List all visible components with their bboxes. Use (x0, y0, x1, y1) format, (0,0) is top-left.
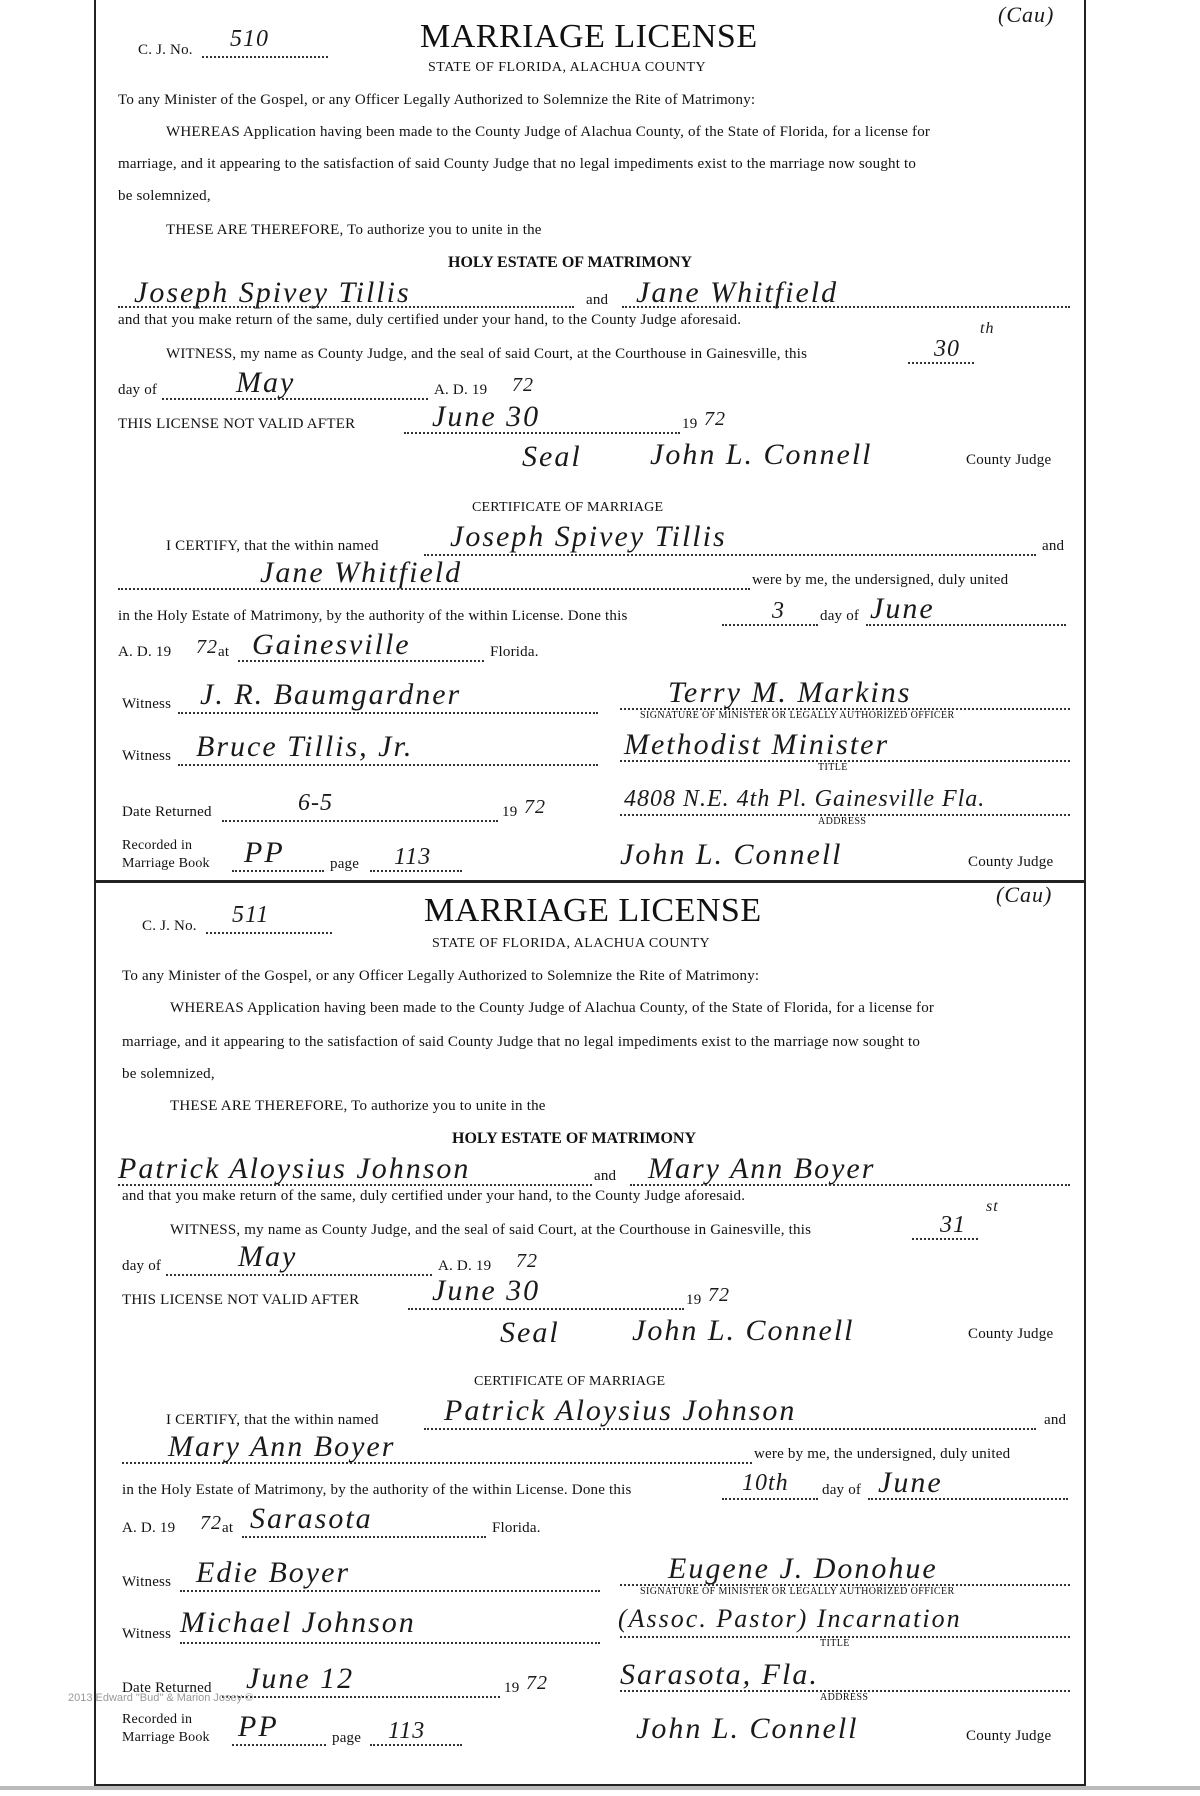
judge-signature: John L. Connell (650, 438, 873, 471)
recorded-label-2: Marriage Book (122, 1730, 210, 1745)
done-day: 10th (742, 1470, 789, 1496)
license-year: 72 (512, 374, 534, 396)
at-label: at (218, 644, 230, 660)
united-text: were by me, the undersigned, duly united (754, 1446, 1011, 1462)
cj-number: 511 (232, 902, 270, 928)
section-divider (94, 880, 1086, 883)
not-valid-year: 72 (704, 408, 726, 430)
date-returned: 6-5 (298, 790, 333, 816)
day-of-label: day of (122, 1258, 162, 1274)
whereas-line-1: WHEREAS Application having been made to the County Judge of Alachua County, of the State of Florida, for a license for (166, 124, 931, 140)
groom-name: Patrick Aloysius Johnson (118, 1152, 471, 1185)
done-year: 72 (196, 636, 218, 658)
witness-2-name: Michael Johnson (180, 1606, 416, 1639)
cert-and: and (1042, 538, 1065, 554)
page-label: page (330, 856, 360, 872)
certificate-title: CERTIFICATE OF MARRIAGE (472, 500, 664, 515)
officer-address: Sarasota, Fla. (620, 1658, 819, 1691)
license-month: May (236, 366, 296, 399)
page-label: page (332, 1730, 362, 1746)
therefore-line: THESE ARE THEREFORE, To authorize you to unite in the (166, 222, 542, 238)
recorder-signature: John L. Connell (620, 838, 843, 871)
not-valid-date: June 30 (432, 400, 541, 433)
officer-signature: Eugene J. Donohue (668, 1552, 938, 1585)
witness-label-1: Witness (122, 1574, 172, 1590)
recorder-label: County Judge (968, 854, 1054, 870)
officer-caption: SIGNATURE OF MINISTER OR LEGALLY AUTHORIZED OFFICER (640, 710, 955, 721)
done-year-label: A. D. 19 (118, 644, 172, 660)
done-month: June (870, 592, 935, 625)
corner-note: (Cau) (998, 2, 1055, 27)
book-page: 113 (394, 844, 432, 870)
book-page: 113 (388, 1718, 426, 1744)
not-valid-label: THIS LICENSE NOT VALID AFTER (122, 1292, 360, 1308)
and-label: and (586, 292, 609, 308)
marriage-book: PP (244, 836, 285, 869)
not-valid-year-label: 19 (686, 1292, 702, 1308)
seal-mark: Seal (500, 1316, 560, 1349)
witness-label-2: Witness (122, 748, 172, 764)
holy-estate-heading: HOLY ESTATE OF MATRIMONY (448, 254, 693, 271)
holy-estate-text: in the Holy Estate of Matrimony, by the authority of the within License. Done this (122, 1482, 632, 1498)
witness-label-2: Witness (122, 1626, 172, 1642)
return-line: and that you make return of the same, duly certified under your hand, to the County Judge aforesaid. (122, 1188, 746, 1204)
judge-signature: John L. Connell (632, 1314, 855, 1347)
recorded-label-1: Recorded in (122, 838, 193, 853)
done-day: 3 (772, 598, 785, 624)
certify-label: I CERTIFY, that the within named (166, 1412, 379, 1428)
copyright-watermark: 2013 Edward "Bud" & Marion Josey © (68, 1692, 254, 1704)
done-day-of: day of (822, 1482, 862, 1498)
officer-title: (Assoc. Pastor) Incarnation (618, 1604, 962, 1633)
officer-address: 4808 N.E. 4th Pl. Gainesville Fla. (624, 786, 986, 812)
not-valid-label: THIS LICENSE NOT VALID AFTER (118, 416, 356, 432)
done-year: 72 (200, 1512, 222, 1534)
license-month: May (238, 1240, 298, 1273)
done-year-label: A. D. 19 (122, 1520, 176, 1536)
bride-name: Jane Whitfield (636, 276, 839, 309)
officer-caption: SIGNATURE OF MINISTER OR LEGALLY AUTHORIZED OFFICER (640, 1586, 955, 1597)
addressee-line: To any Minister of the Gospel, or any Officer Legally Authorized to Solemnize the Rite of Matrimony: (118, 92, 756, 108)
date-returned-year-label: 19 (502, 804, 518, 820)
judge-label: County Judge (968, 1326, 1054, 1342)
page-edge (0, 1786, 1200, 1790)
cert-groom: Patrick Aloysius Johnson (444, 1394, 797, 1427)
done-month: June (878, 1466, 943, 1499)
license-subtitle: STATE OF FLORIDA, ALACHUA COUNTY (428, 60, 707, 75)
officer-signature: Terry M. Markins (668, 676, 912, 709)
therefore-line: THESE ARE THEREFORE, To authorize you to unite in the (170, 1098, 546, 1114)
cj-number: 510 (230, 26, 269, 52)
license-title: MARRIAGE LICENSE (424, 892, 762, 929)
date-returned-year-label: 19 (504, 1680, 520, 1696)
cert-groom: Joseph Spivey Tillis (450, 520, 727, 553)
license-year: 72 (516, 1250, 538, 1272)
whereas-line-3: be solemnized, (118, 188, 211, 204)
title-caption: TITLE (818, 762, 848, 773)
holy-estate-text: in the Holy Estate of Matrimony, by the authority of the within License. Done this (118, 608, 628, 624)
day-of-label: day of (118, 382, 158, 398)
officer-title: Methodist Minister (624, 728, 890, 761)
cert-and: and (1044, 1412, 1067, 1428)
ad-label: A. D. 19 (438, 1258, 492, 1274)
witness-2-name: Bruce Tillis, Jr. (196, 730, 414, 763)
marriage-place: Sarasota (250, 1502, 373, 1535)
and-label: and (594, 1168, 617, 1184)
cert-bride: Jane Whitfield (260, 556, 463, 589)
license-title: MARRIAGE LICENSE (420, 18, 758, 55)
date-returned-year: 72 (524, 796, 546, 818)
bride-name: Mary Ann Boyer (648, 1152, 876, 1185)
certificate-title: CERTIFICATE OF MARRIAGE (474, 1374, 666, 1389)
whereas-line-2: marriage, and it appearing to the satisfaction of said County Judge that no legal impediments exist to the marriage now sought to (118, 156, 917, 172)
at-label: at (222, 1520, 234, 1536)
certify-label: I CERTIFY, that the within named (166, 538, 379, 554)
cert-bride: Mary Ann Boyer (168, 1430, 396, 1463)
marriage-book: PP (238, 1710, 279, 1743)
witness-day-suffix: th (980, 320, 995, 337)
address-caption: ADDRESS (820, 1692, 869, 1703)
addressee-line: To any Minister of the Gospel, or any Officer Legally Authorized to Solemnize the Rite of Matrimony: (122, 968, 760, 984)
ad-label: A. D. 19 (434, 382, 488, 398)
witness-label-1: Witness (122, 696, 172, 712)
date-returned-label: Date Returned (122, 1680, 212, 1696)
witness-1-name: J. R. Baumgardner (200, 678, 462, 711)
seal-mark: Seal (522, 440, 582, 473)
not-valid-year-label: 19 (682, 416, 698, 432)
recorded-label-2: Marriage Book (122, 856, 210, 871)
recorder-signature: John L. Connell (636, 1712, 859, 1745)
witness-line: WITNESS, my name as County Judge, and the seal of said Court, at the Courthouse in Gainesville, this (166, 346, 808, 362)
corner-note: (Cau) (996, 882, 1053, 907)
witness-day: 30 (934, 336, 960, 362)
date-returned: June 12 (246, 1662, 355, 1695)
cj-label: C. J. No. (138, 42, 193, 58)
whereas-line-2: marriage, and it appearing to the satisfaction of said County Judge that no legal impediments exist to the marriage now sought to (122, 1034, 921, 1050)
title-caption: TITLE (820, 1638, 850, 1649)
address-caption: ADDRESS (818, 816, 867, 827)
groom-name: Joseph Spivey Tillis (134, 276, 411, 309)
cj-label: C. J. No. (142, 918, 197, 934)
holy-estate-heading: HOLY ESTATE OF MATRIMONY (452, 1130, 697, 1147)
whereas-line-1: WHEREAS Application having been made to the County Judge of Alachua County, of the State of Florida, for a license for (170, 1000, 935, 1016)
united-text: were by me, the undersigned, duly united (752, 572, 1009, 588)
witness-1-name: Edie Boyer (196, 1556, 351, 1589)
done-day-of: day of (820, 608, 860, 624)
florida-label: Florida. (490, 644, 539, 660)
witness-day-suffix: st (986, 1198, 999, 1215)
date-returned-label: Date Returned (122, 804, 212, 820)
judge-label: County Judge (966, 452, 1052, 468)
not-valid-year: 72 (708, 1284, 730, 1306)
witness-day: 31 (940, 1212, 966, 1238)
recorder-label: County Judge (966, 1728, 1052, 1744)
whereas-line-3: be solemnized, (122, 1066, 215, 1082)
not-valid-date: June 30 (432, 1274, 541, 1307)
witness-line: WITNESS, my name as County Judge, and the seal of said Court, at the Courthouse in Gainesville, this (170, 1222, 812, 1238)
date-returned-year: 72 (526, 1672, 548, 1694)
florida-label: Florida. (492, 1520, 541, 1536)
license-subtitle: STATE OF FLORIDA, ALACHUA COUNTY (432, 936, 711, 951)
marriage-place: Gainesville (252, 628, 411, 661)
return-line: and that you make return of the same, duly certified under your hand, to the County Judge aforesaid. (118, 312, 742, 328)
recorded-label-1: Recorded in (122, 1712, 193, 1727)
